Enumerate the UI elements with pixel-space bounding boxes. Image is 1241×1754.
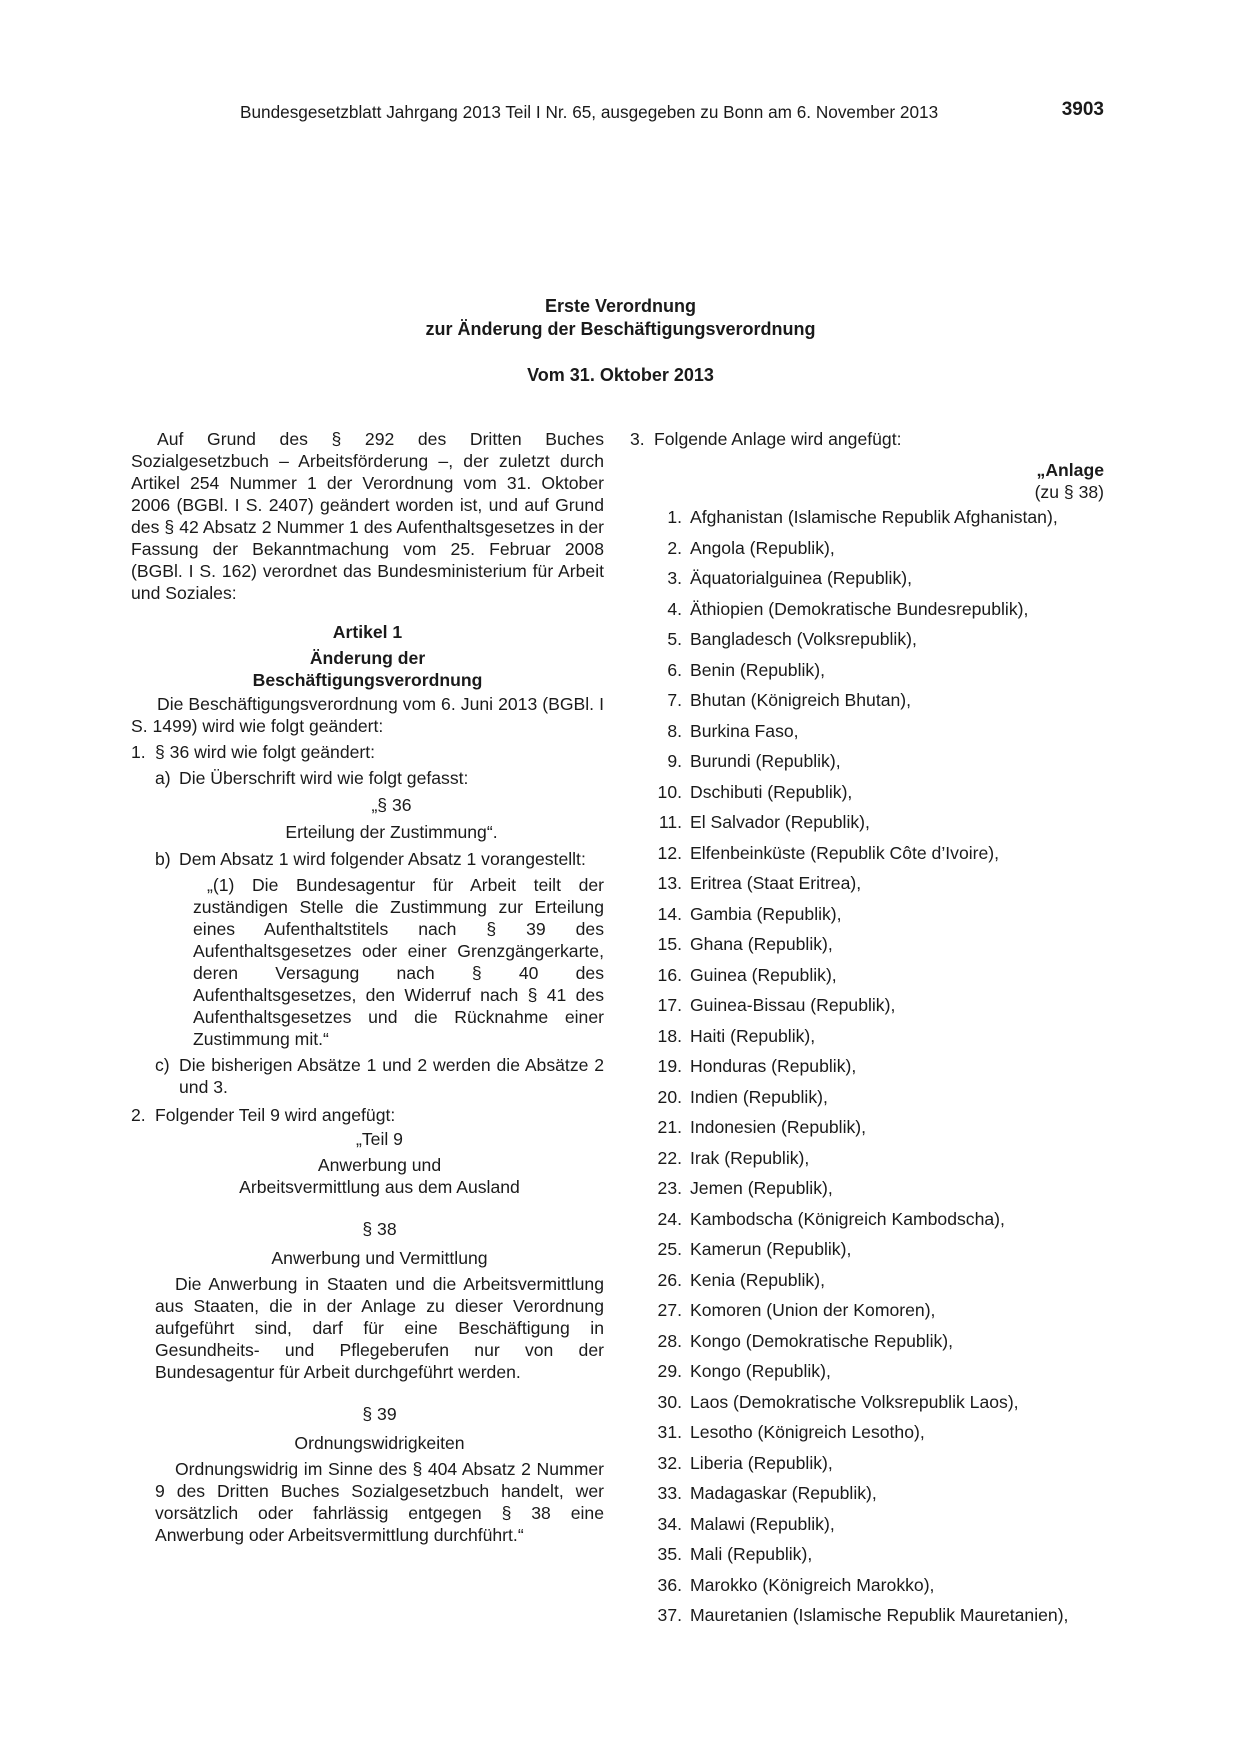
country-number: 17. [657,995,682,1015]
country-number: 3. [667,568,682,588]
country-name: Malawi (Republik), [690,1513,835,1534]
country-number: 25. [657,1239,682,1259]
list-item: 1. § 36 wird wie folgt geändert: [131,742,376,762]
country-name: Kamerun (Republik), [690,1239,852,1259]
country-name: Kongo (Demokratische Republik), [690,1330,954,1351]
country-name: Irak (Republik), [690,1147,810,1168]
country-number: 5. [667,629,682,649]
country-list-item [630,1299,1104,1330]
country-number: 27. [657,1300,682,1320]
country-name: El Salvador (Republik), [690,812,870,832]
country-number: 14. [657,903,682,924]
country-number: 10. [657,781,682,802]
list-item: b) Dem Absatz 1 wird folgender Absatz 1 vorangestellt: [155,849,586,869]
country-name: Äquatorialguinea (Republik), [690,568,913,588]
country-name: Dschibuti (Republik), [690,781,853,802]
country-name: Mali (Republik), [690,1544,813,1564]
country-number: 6. [667,659,682,680]
country-name: Madagaskar (Republik), [690,1483,877,1503]
country-number: 15. [657,934,682,954]
page-number: 3903 [1061,99,1104,120]
quoted-paragraph: „(1) Die Bundesagentur für Arbeit teilt der zuständigen Stelle die Zustimmung zur Erteilung eines Aufenthaltstitels nach § 39 des Aufenthaltsgesetzes oder einer Grenzgängerkarte, deren Versagung nach § 40 des Aufenthaltsgesetzes, den Widerruf nach § 41 des Aufenthaltsgesetzes und die Rücknahme einer Zustimmung mit.“ [193,875,604,1049]
country-name: Burundi (Republik), [690,751,841,771]
country-number: 9. [667,751,682,771]
country-number: 28. [657,1330,682,1351]
country-name: Angola (Republik), [690,537,835,558]
country-list-item [630,567,1104,598]
country-name: Bhutan (Königreich Bhutan), [690,690,912,710]
section-38-title: Anwerbung und Vermittlung [271,1248,488,1268]
country-number: 33. [657,1483,682,1503]
country-list-item [630,1391,1104,1422]
country-name: Kambodscha (Königreich Kambodscha), [690,1208,1005,1229]
section-36-title: Erteilung der Zustimmung“. [285,822,498,842]
country-list-item [630,872,1104,903]
amendment-intro: Die Beschäftigungsverordnung vom 6. Juni 2013 (BGBl. I S. 1499) wird wie folgt geändert: [131,694,604,736]
country-name: Burkina Faso, [690,720,799,741]
country-name: Lesotho (Königreich Lesotho), [690,1422,925,1442]
country-number: 22. [657,1147,682,1168]
country-number: 26. [657,1269,682,1290]
country-name: Elfenbeinküste (Republik Côte d’Ivoire), [690,842,1000,863]
country-name: Bangladesch (Volksrepublik), [690,629,917,649]
section-39-text: Ordnungswidrig im Sinne des § 404 Absatz 2 Nummer 9 des Dritten Buches Sozialgesetzbuch handelt, wer vorsätzlich oder fahrlässig entgegen § 38 eine Anwerbung oder Arbeitsvermittlung durchführt.“ [155,1459,604,1545]
country-name: Kenia (Republik), [690,1269,825,1290]
country-name: Eritrea (Staat Eritrea), [690,873,862,893]
teil-9-title-2: Arbeitsvermittlung aus dem Ausland [239,1177,520,1197]
country-number: 36. [657,1574,682,1595]
section-38-text: Die Anwerbung in Staaten und die Arbeitsvermittlung aus Staaten, die in der Anlage zu dieser Verordnung aufgeführt sind, darf für eine Beschäftigung in Gesundheits- und Pflegeberufen nur von der Bundesagentur für Arbeit durchgeführt werden. [155,1274,604,1382]
country-list-item [630,1604,1104,1635]
country-list-item [630,781,1104,812]
header-line: Bundesgesetzblatt Jahrgang 2013 Teil I Nr. 65, ausgegeben zu Bonn am 6. November 2013 [240,102,939,122]
country-name: Afghanistan (Islamische Republik Afghanistan), [690,507,1058,527]
country-list-item [630,1147,1104,1178]
country-number: 31. [657,1422,682,1442]
country-name: Jemen (Republik), [690,1178,833,1198]
country-name: Laos (Demokratische Volksrepublik Laos), [690,1391,1019,1412]
country-list-item [630,628,1104,659]
title-line-2: zur Änderung der Beschäftigungsverordnung [425,319,816,339]
country-number: 35. [657,1544,682,1564]
country-list-item [630,1025,1104,1056]
country-list-item [630,811,1104,842]
country-name: Indonesien (Republik), [690,1117,867,1137]
country-number: 4. [667,598,682,619]
title-line-1: Erste Verordnung [544,296,697,316]
country-number: 2. [667,537,682,558]
country-name: Komoren (Union der Komoren), [690,1300,936,1320]
country-number: 29. [657,1361,682,1381]
country-name: Kongo (Republik), [690,1361,831,1381]
country-number: 8. [667,720,682,741]
country-list-item [630,1482,1104,1513]
country-number: 23. [657,1178,682,1198]
document-title [0,295,1241,341]
section-38: § 38 [362,1219,397,1239]
country-list-item [630,1238,1104,1269]
country-name: Liberia (Republik), [690,1452,833,1473]
country-number: 30. [657,1391,682,1412]
country-list-item [630,1513,1104,1544]
country-list-item [630,598,1104,629]
list-item: 3. Folgende Anlage wird angefügt: [630,429,902,449]
country-list [630,506,1104,1635]
country-list-item [630,720,1104,751]
country-number: 1. [667,507,682,527]
artikel-title-1: Änderung der [309,648,426,668]
country-name: Haiti (Republik), [690,1025,816,1046]
artikel-title-2: Beschäftigungsverordnung [252,670,483,690]
country-list-item [630,1360,1104,1391]
country-name: Äthiopien (Demokratische Bundesrepublik), [690,598,1029,619]
country-number: 37. [657,1605,682,1625]
country-name: Gambia (Republik), [690,903,842,924]
country-number: 32. [657,1452,682,1473]
list-item: a) Die Überschrift wird wie folgt gefasst: [155,768,469,788]
list-item: 2. Folgender Teil 9 wird angefügt: [131,1105,396,1125]
country-number: 11. [658,812,682,832]
country-number: 21. [657,1117,682,1137]
country-number: 18. [657,1025,682,1046]
left-column [131,428,604,1546]
country-list-item [630,1177,1104,1208]
country-list-item [630,689,1104,720]
teil-9-heading: „Teil 9 [356,1129,403,1149]
list-item: c) Die bisherigen Absätze 1 und 2 werden die Absätze 2 und 3. [155,1055,604,1097]
country-list-item [630,1574,1104,1605]
anlage-reference: (zu § 38) [1034,482,1104,502]
country-name: Guinea (Republik), [690,964,837,985]
country-list-item [630,659,1104,690]
section-39-title: Ordnungswidrigkeiten [294,1433,465,1453]
artikel-heading: Artikel 1 [332,622,403,642]
right-column [630,428,1104,1635]
country-name: Mauretanien (Islamische Republik Mauretanien), [690,1605,1069,1625]
country-name: Benin (Republik), [690,659,825,680]
country-list-item [630,933,1104,964]
country-list-item [630,506,1104,537]
country-list-item [630,903,1104,934]
country-list-item [630,750,1104,781]
country-list-item [630,994,1104,1025]
preamble: Auf Grund des § 292 des Dritten Buches Sozialgesetzbuch – Arbeitsförderung –, der zuletzt durch Artikel 254 Nummer 1 der Verordnung vom 31. Oktober 2006 (BGBl. I S. 2407) geändert worden ist, und auf Grund des § 42 Absatz 2 Nummer 1 des Aufenthaltsgesetzes in der Fassung der Bekanntmachung vom 25. Februar 2008 (BGBl. I S. 162) verordnet das Bundesministerium für Arbeit und Soziales: [131,429,604,603]
country-list-item [630,1269,1104,1300]
country-list-item [630,1116,1104,1147]
country-name: Honduras (Republik), [690,1056,857,1076]
country-number: 13. [657,873,682,893]
country-number: 34. [657,1513,682,1534]
anlage-heading: „Anlage [1036,460,1104,480]
country-name: Indien (Republik), [690,1086,828,1107]
country-list-item [630,1208,1104,1239]
teil-9-title-1: Anwerbung und [317,1155,442,1175]
section-39: § 39 [362,1404,397,1424]
document-date: Vom 31. Oktober 2013 [527,365,714,385]
country-name: Guinea-Bissau (Republik), [690,995,896,1015]
country-number: 19. [657,1056,682,1076]
country-list-item [630,1330,1104,1361]
country-number: 7. [667,690,682,710]
country-list-item [630,1055,1104,1086]
country-number: 16. [657,964,682,985]
country-list-item [630,842,1104,873]
country-list-item [630,537,1104,568]
country-list-item [630,1086,1104,1117]
country-list-item [630,1452,1104,1483]
country-number: 24. [657,1208,682,1229]
country-list-item [630,1421,1104,1452]
country-list-item [630,1543,1104,1574]
country-list-item [630,964,1104,995]
section-36: „§ 36 [371,795,412,815]
country-name: Ghana (Republik), [690,934,833,954]
country-number: 12. [657,842,682,863]
country-number: 20. [657,1086,682,1107]
country-name: Marokko (Königreich Marokko), [690,1574,935,1595]
